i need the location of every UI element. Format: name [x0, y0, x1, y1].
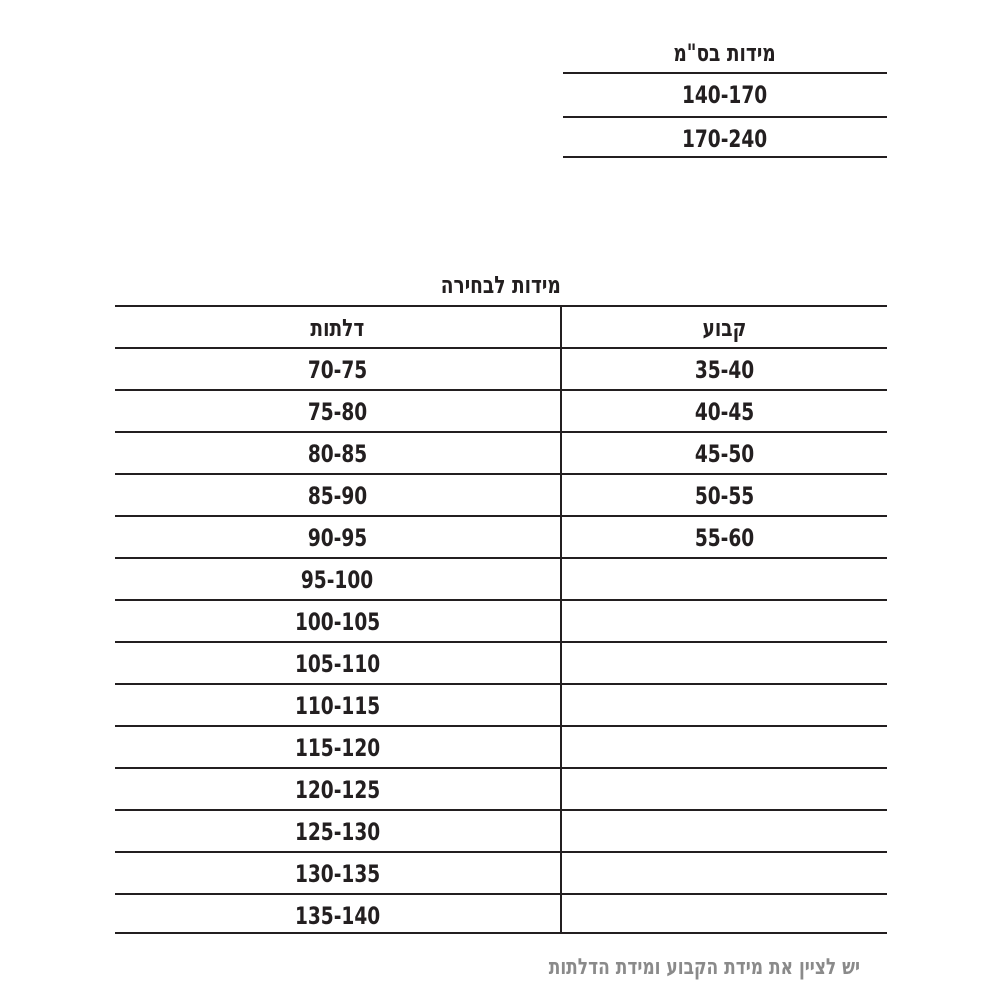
doors-cell [115, 895, 560, 937]
size-range-divider [563, 156, 887, 158]
doors-cell [115, 811, 560, 853]
selection-table-title-text: מידות לבחירה [440, 271, 562, 299]
row-divider [115, 725, 887, 727]
doors-cell [115, 349, 560, 391]
doors-value: 90-95 [307, 524, 368, 552]
doors-value: 70-75 [307, 356, 368, 384]
size-range-value: 140-170 [682, 81, 768, 109]
doors-cell [115, 517, 560, 559]
header-fixed [562, 307, 887, 349]
fixed-cell [562, 391, 887, 433]
row-divider [115, 599, 887, 601]
row-divider [115, 515, 887, 517]
doors-cell [115, 769, 560, 811]
doors-cell [115, 601, 560, 643]
fixed-cell [562, 517, 887, 559]
doors-value: 120-125 [294, 776, 381, 804]
footnote-text: יש לציין את מידת הקבוע ומידת הדלתות [548, 954, 860, 980]
row-divider [115, 851, 887, 853]
row-divider [115, 683, 887, 685]
doors-value: 100-105 [294, 608, 381, 636]
doors-value: 115-120 [294, 734, 381, 762]
doors-cell [115, 685, 560, 727]
doors-cell [115, 643, 560, 685]
footnote [549, 952, 860, 982]
doors-value: 135-140 [294, 902, 381, 930]
doors-cell [115, 391, 560, 433]
header-doors [115, 307, 560, 349]
row-divider [115, 641, 887, 643]
fixed-cell [562, 475, 887, 517]
size-range-title-text: מידות בס"מ [673, 39, 777, 67]
row-divider [115, 431, 887, 433]
selection-table-title [115, 268, 887, 302]
doors-cell [115, 727, 560, 769]
row-divider [115, 389, 887, 391]
row-divider [115, 347, 887, 349]
fixed-value: 40-45 [694, 398, 755, 426]
header-fixed-label: קבוע [702, 314, 747, 342]
row-divider [115, 557, 887, 559]
row-divider [115, 767, 887, 769]
row-divider [115, 932, 887, 934]
fixed-value: 55-60 [694, 524, 755, 552]
size-range-row [563, 118, 887, 160]
doors-cell [115, 475, 560, 517]
doors-cell [115, 433, 560, 475]
fixed-cell [562, 349, 887, 391]
doors-value: 75-80 [307, 398, 368, 426]
doors-cell [115, 559, 560, 601]
size-range-title [563, 36, 887, 70]
size-range-row [563, 74, 887, 116]
fixed-value: 35-40 [694, 356, 755, 384]
row-divider [115, 305, 887, 307]
fixed-value: 45-50 [694, 440, 755, 468]
doors-value: 110-115 [294, 692, 381, 720]
size-range-table [563, 30, 887, 160]
header-doors-label: דלתות [310, 314, 365, 342]
doors-value: 95-100 [301, 566, 374, 594]
size-range-value: 170-240 [682, 125, 768, 153]
row-divider [115, 809, 887, 811]
doors-cell [115, 853, 560, 895]
doors-value: 130-135 [294, 860, 381, 888]
doors-value: 125-130 [294, 818, 381, 846]
doors-value: 105-110 [294, 650, 381, 678]
row-divider [115, 473, 887, 475]
doors-value: 85-90 [307, 482, 368, 510]
selection-table [115, 305, 887, 934]
row-divider [115, 893, 887, 895]
doors-value: 80-85 [307, 440, 368, 468]
fixed-value: 50-55 [694, 482, 755, 510]
fixed-cell [562, 433, 887, 475]
